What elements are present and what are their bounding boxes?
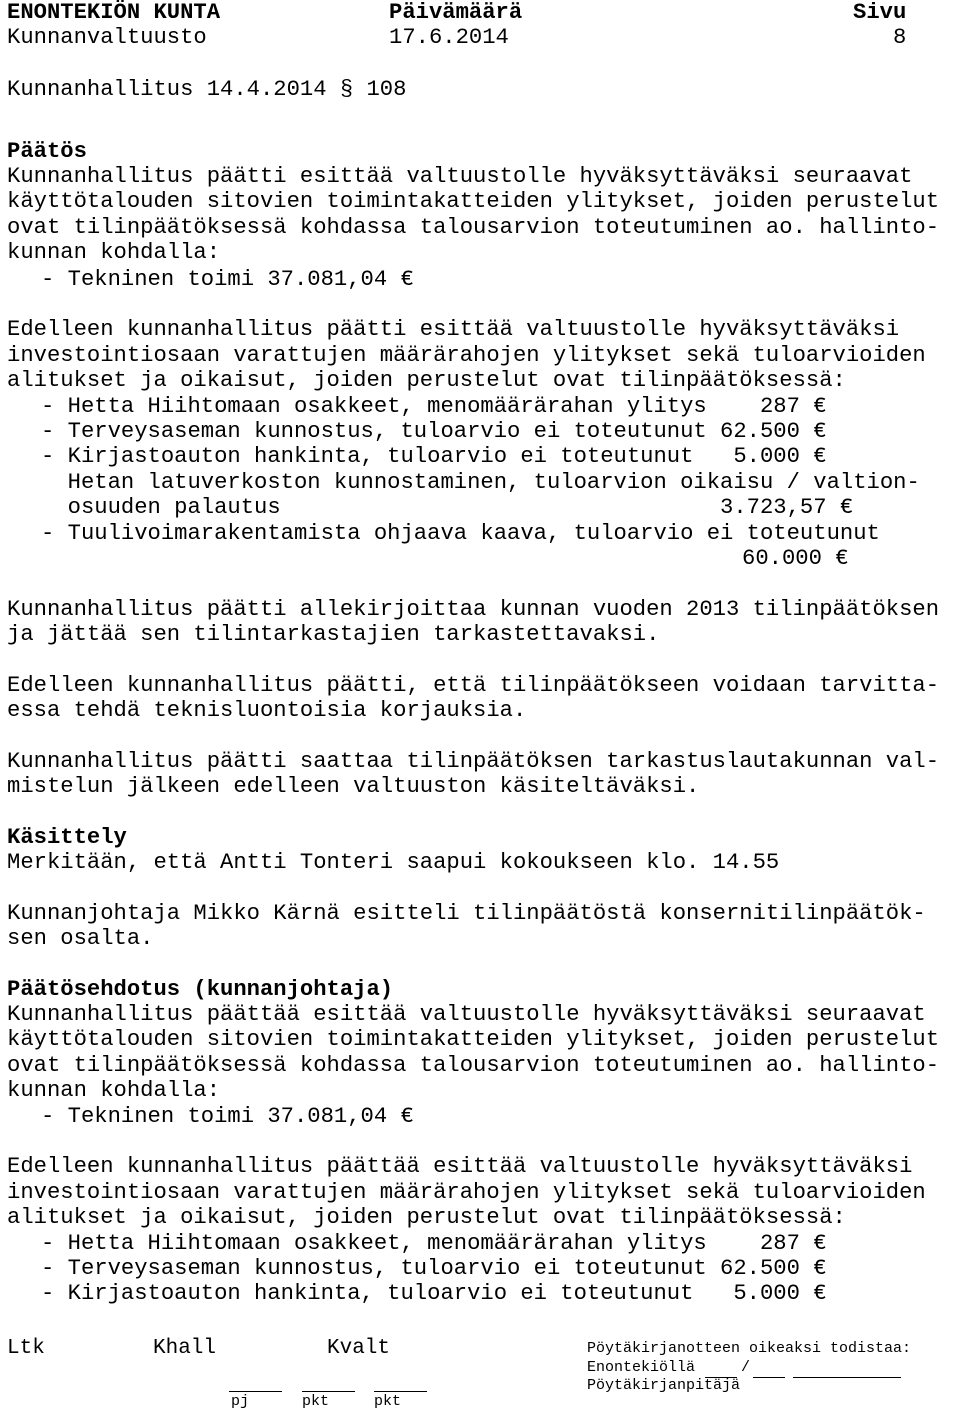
certification-label: Pöytäkirjanotteen oikeaksi todistaa: bbox=[587, 1340, 912, 1357]
footer-kvalt: Kvalt bbox=[327, 1337, 391, 1360]
footer-khall: Khall bbox=[153, 1337, 217, 1360]
signature-line bbox=[793, 1377, 901, 1378]
footer-pj: pj bbox=[231, 1393, 250, 1410]
body-line: osuuden palautus 3.723,57 € bbox=[41, 495, 854, 520]
section-heading: Päätösehdotus (kunnanjohtaja) bbox=[7, 977, 394, 1002]
page-label: Sivu bbox=[853, 0, 907, 25]
body-line: alitukset ja oikaisut, joiden perustelut ovat tilinpäätöksessä: bbox=[7, 1205, 846, 1230]
body-line: kunnan kohdalla: bbox=[7, 1078, 221, 1103]
body-line: - Kirjastoauton hankinta, tuloarvio ei toteutunut 5.000 € bbox=[41, 1281, 827, 1306]
body-line: Kunnanjohtaja Mikko Kärnä esitteli tilinpäätöstä konsernitilinpäätök- bbox=[7, 901, 926, 926]
footer-pkt-1: pkt bbox=[302, 1393, 330, 1410]
body-line: mistelun jälkeen edelleen valtuuston käsiteltäväksi. bbox=[7, 774, 700, 799]
pkt-line-1 bbox=[302, 1391, 355, 1392]
body-line: - Tekninen toimi 37.081,04 € bbox=[41, 267, 414, 292]
body-line: - Hetta Hiihtomaan osakkeet, menomäärärahan ylitys 287 € bbox=[41, 1231, 827, 1256]
certification-place: Enontekiöllä bbox=[587, 1359, 696, 1376]
section-heading: Käsittely bbox=[7, 825, 127, 850]
body-name: Kunnanvaltuusto bbox=[7, 25, 207, 50]
footer-pkt-2: pkt bbox=[374, 1393, 402, 1410]
page-number: 8 bbox=[893, 25, 907, 50]
body-line: ovat tilinpäätöksessä kohdassa talousarvion toteutuminen ao. hallinto- bbox=[7, 1053, 940, 1078]
body-line: alitukset ja oikaisut, joiden perustelut ovat tilinpäätöksessä: bbox=[7, 368, 846, 393]
signer-title: Pöytäkirjanpitäjä bbox=[587, 1377, 741, 1394]
body-line: Merkitään, että Antti Tonteri saapui kokoukseen klo. 14.55 bbox=[7, 850, 780, 875]
month-line bbox=[753, 1377, 785, 1378]
body-line: essa tehdä teknisluontoisia korjauksia. bbox=[7, 698, 527, 723]
body-line: - Hetta Hiihtomaan osakkeet, menomäärärahan ylitys 287 € bbox=[41, 394, 827, 419]
body-line: - Tuulivoimarakentamista ohjaava kaava, tuloarvio ei toteutunut bbox=[41, 521, 880, 546]
pj-line bbox=[229, 1391, 282, 1392]
body-line: 60.000 € bbox=[742, 546, 849, 571]
body-line: Kunnanhallitus päätti allekirjoittaa kunnan vuoden 2013 tilinpäätöksen bbox=[7, 597, 940, 622]
section-reference: Kunnanhallitus 14.4.2014 § 108 bbox=[7, 77, 407, 102]
meeting-date: 17.6.2014 bbox=[389, 25, 509, 50]
pkt-line-2 bbox=[374, 1391, 427, 1392]
body-line: Edelleen kunnanhallitus päätti, että tilinpäätökseen voidaan tarvitta- bbox=[7, 673, 940, 698]
body-line: Kunnanhallitus päättää esittää valtuustolle hyväksyttäväksi seuraavat bbox=[7, 1002, 926, 1027]
section-heading: Päätös bbox=[7, 139, 87, 164]
body-line: - Terveysaseman kunnostus, tuloarvio ei toteutunut 62.500 € bbox=[41, 1256, 827, 1281]
body-line: ja jättää sen tilintarkastajien tarkastettavaksi. bbox=[7, 622, 660, 647]
body-line: Kunnanhallitus päätti esittää valtuustolle hyväksyttäväksi seuraavat bbox=[7, 164, 913, 189]
body-line: investointiosaan varattujen määrärahojen ylitykset sekä tuloarvioiden bbox=[7, 343, 926, 368]
body-line: Edelleen kunnanhallitus päätti esittää valtuustolle hyväksyttäväksi bbox=[7, 317, 900, 342]
body-line: käyttötalouden sitovien toimintakatteiden ylitykset, joiden perustelut bbox=[7, 189, 940, 214]
body-line: Hetan latuverkoston kunnostaminen, tuloarvion oikaisu / valtion- bbox=[41, 470, 920, 495]
date-label: Päivämäärä bbox=[389, 0, 523, 25]
body-line: ovat tilinpäätöksessä kohdassa talousarvion toteutuminen ao. hallinto- bbox=[7, 215, 940, 240]
body-line: investointiosaan varattujen määrärahojen ylitykset sekä tuloarvioiden bbox=[7, 1180, 926, 1205]
body-line: - Tekninen toimi 37.081,04 € bbox=[41, 1104, 414, 1129]
body-line: sen osalta. bbox=[7, 926, 154, 951]
body-line: - Kirjastoauton hankinta, tuloarvio ei toteutunut 5.000 € bbox=[41, 444, 827, 469]
date-slash: / bbox=[741, 1359, 751, 1376]
body-line: Kunnanhallitus päätti saattaa tilinpäätöksen tarkastuslautakunnan val- bbox=[7, 749, 940, 774]
body-line: - Terveysaseman kunnostus, tuloarvio ei toteutunut 62.500 € bbox=[41, 419, 827, 444]
org-name: ENONTEKIÖN KUNTA bbox=[7, 0, 221, 25]
body-line: käyttötalouden sitovien toimintakatteiden ylitykset, joiden perustelut bbox=[7, 1027, 940, 1052]
body-line: Edelleen kunnanhallitus päättää esittää valtuustolle hyväksyttäväksi bbox=[7, 1154, 913, 1179]
footer-ltk: Ltk bbox=[7, 1337, 45, 1360]
body-line: kunnan kohdalla: bbox=[7, 240, 221, 265]
